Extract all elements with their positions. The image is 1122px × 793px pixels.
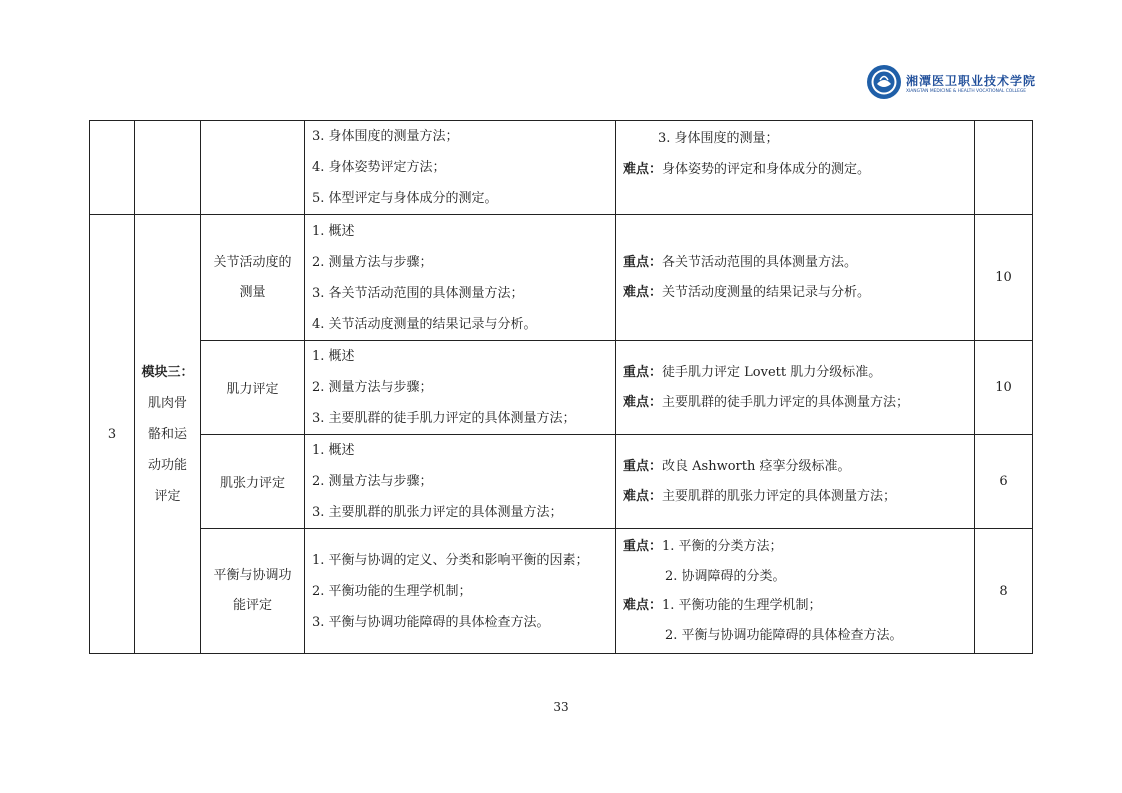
curriculum-table (89, 120, 1033, 654)
key-point-line: 重点：徒手肌力评定 Lovett 肌力分级标准。 (623, 364, 882, 380)
content-line: 2. 测量方法与步骤； (312, 254, 433, 270)
difficult-point-line: 难点：主要肌群的徒手肌力评定的具体测量方法； (623, 394, 910, 410)
content-line: 3. 各关节活动范围的具体测量方法； (312, 285, 524, 301)
table-row (90, 529, 1033, 654)
key-point-line: 2. 协调障碍的分类。 (665, 568, 786, 584)
module-name-line: 骼和运 (147, 426, 187, 442)
difficult-label: 难点： (623, 488, 663, 504)
unit-name-line: 关节活动度的 (213, 254, 292, 270)
table-row-continuation (90, 121, 1033, 215)
page-number: 33 (553, 700, 569, 714)
key-label: 重点： (623, 254, 663, 270)
difficult-label: 难点： (623, 598, 663, 613)
content-line: 1. 平衡与协调的定义、分类和影响平衡的因素； (312, 552, 589, 568)
content-cell (305, 341, 616, 435)
difficult-label: 难点： (623, 162, 663, 177)
content-line: 5. 体型评定与身体成分的测定。 (312, 191, 498, 206)
table-row (90, 341, 1033, 435)
key-label: 重点： (623, 458, 663, 474)
key-point-line: 重点：各关节活动范围的具体测量方法。 (623, 254, 858, 270)
difficult-point-line: 难点：主要肌群的肌张力评定的具体测量方法； (623, 488, 897, 504)
key-points-cell (616, 435, 975, 529)
key-point-line: 3. 身体围度的测量； (658, 131, 779, 146)
content-cell (305, 529, 616, 654)
no-cell: 3 (90, 215, 135, 654)
module-cell (135, 121, 201, 215)
unit-name-line: 平衡与协调功 (213, 568, 292, 583)
key-point-line: 重点：改良 Ashworth 痉挛分级标准。 (623, 458, 851, 474)
content-line: 1. 概述 (312, 349, 355, 364)
key-points-cell (616, 529, 975, 654)
hours-cell: 6 (975, 435, 1033, 529)
content-line: 3. 平衡与协调功能障碍的具体检查方法。 (312, 614, 550, 630)
unit-name-cell (201, 529, 305, 654)
difficult-label: 难点： (623, 394, 663, 410)
content-line: 2. 测量方法与步骤； (312, 474, 433, 489)
key-points-cell (616, 121, 975, 215)
module-cell (135, 215, 201, 654)
college-logo (866, 64, 1037, 104)
key-points-cell (616, 341, 975, 435)
content-line: 2. 平衡功能的生理学机制； (312, 583, 472, 599)
module-label: 模块三： (141, 364, 194, 380)
content-line: 3. 主要肌群的徒手肌力评定的具体测量方法； (312, 411, 576, 426)
content-line: 4. 关节活动度测量的结果记录与分析。 (312, 316, 537, 332)
content-line: 1. 概述 (312, 223, 355, 239)
unit-name-cell: 肌力评定 (201, 341, 305, 435)
content-line: 3. 主要肌群的肌张力评定的具体测量方法； (312, 505, 563, 520)
content-line: 1. 概述 (312, 443, 355, 458)
content-cell (305, 435, 616, 529)
difficult-label: 难点： (623, 284, 663, 300)
difficult-point-line: 难点：关节活动度测量的结果记录与分析。 (623, 284, 871, 300)
key-points-cell (616, 215, 975, 341)
college-name: 湘潭医卫职业技术学院 (906, 74, 1037, 88)
hours-cell (975, 121, 1033, 215)
module-name-line: 动功能 (147, 457, 187, 473)
college-seal-icon (866, 64, 902, 100)
table-row (90, 435, 1033, 529)
module-name-line: 肌肉骨 (147, 395, 187, 411)
content-cell (305, 121, 616, 215)
unit-name-line: 能评定 (232, 598, 272, 613)
hours-cell: 10 (975, 341, 1033, 435)
unit-name-line: 测量 (239, 284, 266, 300)
content-line: 4. 身体姿势评定方法； (312, 160, 446, 175)
key-label: 重点： (623, 539, 663, 554)
difficult-point-line: 难点：1. 平衡功能的生理学机制； (623, 598, 822, 613)
unit-name-cell (201, 121, 305, 215)
unit-name-cell: 肌张力评定 (201, 435, 305, 529)
difficult-point-line: 2. 平衡与协调功能障碍的具体检查方法。 (665, 627, 903, 643)
table-row (90, 215, 1033, 341)
hours-cell: 10 (975, 215, 1033, 341)
college-name-en: XIANGTAN MEDICINE & HEALTH VOCATIONAL COLLEGE (906, 89, 1027, 94)
difficult-point-line: 难点：身体姿势的评定和身体成分的测定。 (623, 162, 871, 177)
key-point-line: 重点：1. 平衡的分类方法； (623, 539, 783, 554)
no-cell (90, 121, 135, 215)
content-line: 3. 身体围度的测量方法； (312, 129, 459, 144)
key-label: 重点： (623, 364, 663, 380)
module-name-line: 评定 (154, 488, 181, 504)
content-line: 2. 测量方法与步骤； (312, 380, 433, 395)
unit-name-cell (201, 215, 305, 341)
content-cell (305, 215, 616, 341)
hours-cell: 8 (975, 529, 1033, 654)
